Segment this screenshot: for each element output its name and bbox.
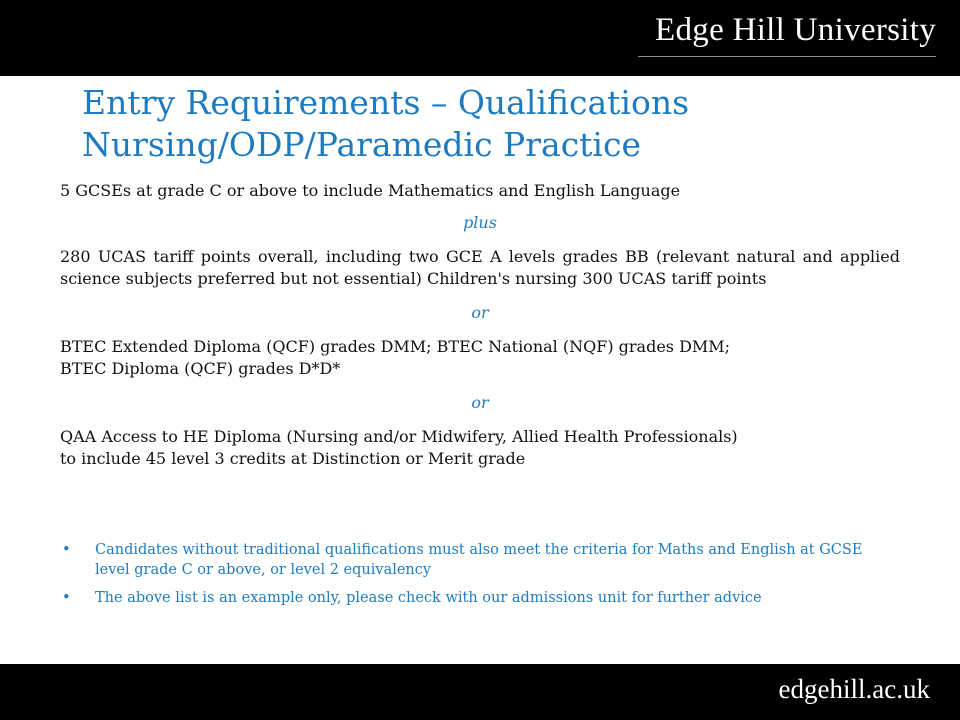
notes-list <box>60 540 900 616</box>
connector-plus: plus <box>463 213 497 232</box>
requirements-content <box>60 180 900 482</box>
qaa-requirement <box>60 426 900 470</box>
btec-line-2: BTEC Diploma (QCF) grades D*D* <box>60 359 341 378</box>
bullet-icon: • <box>62 590 71 606</box>
gcse-requirement: 5 GCSEs at grade C or above to include Mathematics and English Language <box>60 181 681 200</box>
university-logo-text: Edge Hill University <box>655 12 936 48</box>
qaa-line-2: to include 45 level 3 credits at Distinction or Merit grade <box>60 449 526 468</box>
qaa-line-1: QAA Access to HE Diploma (Nursing and/or Midwifery, Allied Health Professionals) <box>60 427 738 446</box>
slide-title <box>82 82 922 166</box>
btec-line-1: BTEC Extended Diploma (QCF) grades DMM; BTEC National (NQF) grades DMM; <box>60 337 731 356</box>
bullet-icon: • <box>62 542 71 558</box>
note-text: The above list is an example only, please check with our admissions unit for further advice <box>95 590 762 606</box>
title-line-1: Entry Requirements – Qualifications <box>82 83 690 122</box>
logo-underline <box>638 56 936 57</box>
title-line-2: Nursing/ODP/Paramedic Practice <box>82 125 642 164</box>
list-item <box>60 540 900 580</box>
btec-requirement <box>60 336 900 380</box>
connector-or-2: or <box>471 393 489 412</box>
note-text: Candidates without traditional qualifications must also meet the criteria for Maths and English at GCSE level grade C or above, or level 2 equivalency <box>95 542 863 578</box>
footer-url: edgehill.ac.uk <box>778 674 930 704</box>
header-bar <box>0 0 960 76</box>
ucas-requirement: 280 UCAS tariff points overall, including two GCE A levels grades BB (relevant natural and applied science subjects preferred but not essential) Children's nursing 300 UCAS tariff points <box>60 247 900 288</box>
connector-or-1: or <box>471 303 489 322</box>
footer-bar <box>0 664 960 720</box>
list-item <box>60 588 900 608</box>
